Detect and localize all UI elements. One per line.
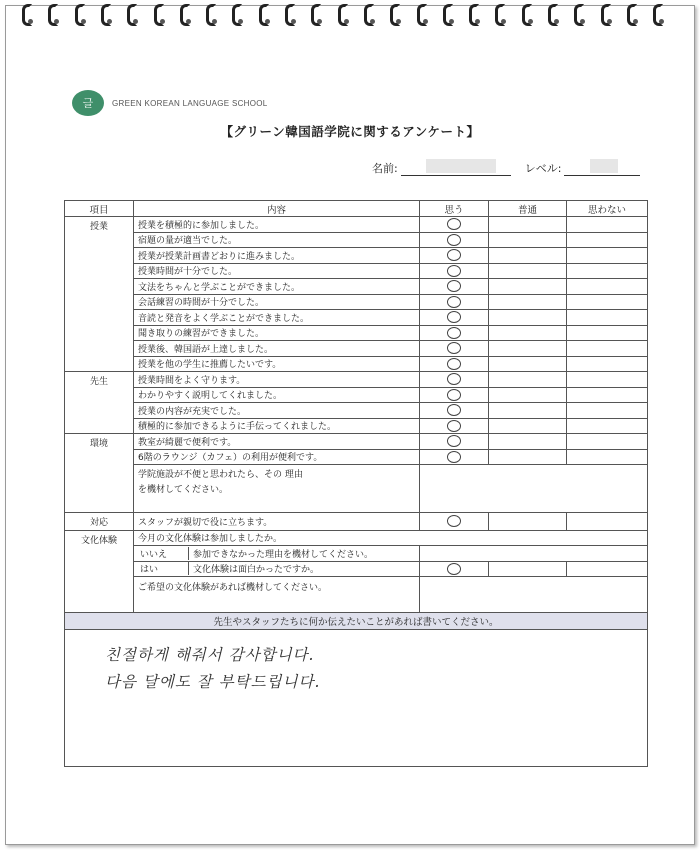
circle-mark-icon: [447, 311, 461, 323]
circle-mark-icon: [447, 265, 461, 277]
binding-ring-icon: [48, 4, 58, 26]
answer-cell-agree[interactable]: [420, 449, 489, 465]
question-text: 会話練習の時間が十分でした。: [134, 294, 420, 310]
answer-cell-neutral[interactable]: [489, 279, 567, 295]
question-text: 文法をちゃんと学ぶことができました。: [134, 279, 420, 295]
question-text: 6階のラウンジ（カフェ）の利用が便利です。: [134, 449, 420, 465]
answer-cell-neutral[interactable]: [489, 561, 567, 577]
redacted-name: [426, 159, 496, 173]
answer-cell-disagree[interactable]: [567, 341, 648, 357]
no-label: いいえ: [134, 547, 189, 560]
facility-comment-field[interactable]: 学院施設が不便と思われたら、その 理由を機材してください。: [134, 465, 420, 513]
binding-ring-icon: [127, 4, 137, 26]
table-row: [65, 325, 648, 341]
binding-ring-icon: [154, 4, 164, 26]
table-row: [65, 294, 648, 310]
survey-table: [64, 200, 648, 767]
circle-mark-icon: [447, 296, 461, 308]
question-text: 授業時間が十分でした。: [134, 263, 420, 279]
table-row: [65, 372, 648, 388]
answer-cell-disagree[interactable]: [567, 403, 648, 419]
culture-request-row: [65, 577, 648, 613]
table-row: [65, 232, 648, 248]
table-row: [65, 341, 648, 357]
answer-cell-agree[interactable]: [420, 387, 489, 403]
answer-cell-agree[interactable]: [420, 279, 489, 295]
answer-cell-disagree[interactable]: [567, 561, 648, 577]
table-row: [65, 449, 648, 465]
message-prompt: 先生やスタッフたちに何か伝えたいことがあれば書いてください。: [65, 613, 648, 630]
circle-mark-icon: [447, 249, 461, 261]
circle-mark-icon: [447, 389, 461, 401]
culture-yes-row: [65, 561, 648, 577]
category-0: 授業: [65, 217, 134, 372]
answer-cell-agree[interactable]: [420, 248, 489, 264]
answer-cell-agree[interactable]: [420, 232, 489, 248]
table-row: [65, 310, 648, 326]
circle-mark-icon: [447, 563, 461, 575]
binding-ring-icon: [548, 4, 558, 26]
binding-ring-icon: [601, 4, 611, 26]
binding-ring-icon: [338, 4, 348, 26]
school-logo: [72, 90, 268, 116]
answer-cell-disagree[interactable]: [567, 434, 648, 450]
answer-cell-agree[interactable]: [420, 418, 489, 434]
level-field[interactable]: [564, 161, 640, 176]
circle-mark-icon: [447, 420, 461, 432]
message-prompt-row: [65, 613, 648, 630]
redacted-level: [590, 159, 618, 173]
binding-ring-icon: [653, 4, 663, 26]
culture-yes-cell: [134, 561, 420, 577]
answer-cell-disagree[interactable]: [567, 387, 648, 403]
culture-request-answer[interactable]: [420, 577, 648, 613]
culture-request-field[interactable]: ご希望の文化体験があれば機材してください。: [134, 577, 420, 613]
answer-cell-neutral[interactable]: [489, 513, 567, 531]
handwritten-line-1: 친절하게 해줘서 감사합니다.: [105, 646, 315, 664]
table-row: [65, 418, 648, 434]
binding-ring-icon: [22, 4, 32, 26]
binding-ring-icon: [364, 4, 374, 26]
binding-ring-icon: [259, 4, 269, 26]
culture-no-cell[interactable]: [134, 546, 420, 562]
yes-label: はい: [134, 562, 189, 575]
culture-no-row: [65, 546, 648, 562]
no-reason-text: 参加できなかった理由を機材してください。: [193, 549, 374, 560]
school-name: GREEN KOREAN LANGUAGE SCHOOL: [112, 98, 268, 108]
col-disagree: 思わない: [567, 201, 648, 217]
answer-cell-agree[interactable]: [420, 403, 489, 419]
answer-cell-agree[interactable]: [420, 513, 489, 531]
name-field[interactable]: [401, 161, 511, 176]
answer-cell-neutral[interactable]: [489, 294, 567, 310]
col-neutral: 普通: [489, 201, 567, 217]
col-content: 内容: [134, 201, 420, 217]
answer-cell-agree[interactable]: [420, 434, 489, 450]
question-text: 授業を積極的に参加しました。: [134, 217, 420, 233]
free-text-row: [65, 465, 648, 513]
answer-cell-agree[interactable]: [420, 310, 489, 326]
circle-mark-icon: [447, 451, 461, 463]
survey-title: 【グリーン韓国語学院に関するアンケート】: [220, 124, 480, 139]
answer-cell-disagree[interactable]: [567, 279, 648, 295]
facility-answer-area[interactable]: [420, 465, 648, 513]
binding-ring-icon: [180, 4, 190, 26]
circle-mark-icon: [447, 435, 461, 447]
answer-cell-disagree[interactable]: [567, 248, 648, 264]
binding-ring-icon: [469, 4, 479, 26]
table-row: [65, 387, 648, 403]
table-row: [65, 263, 648, 279]
question-text: スタッフが親切で役に立ちます。: [134, 513, 420, 531]
binding-ring-icon: [311, 4, 321, 26]
answer-cell-disagree[interactable]: [567, 232, 648, 248]
col-item: 項目: [65, 201, 134, 217]
answer-cell-neutral[interactable]: [489, 387, 567, 403]
answer-cell-disagree[interactable]: [567, 513, 648, 531]
answer-cell-disagree[interactable]: [567, 263, 648, 279]
question-text: 積極的に参加できるように手伝ってくれました。: [134, 418, 420, 434]
answer-cell-neutral[interactable]: [489, 263, 567, 279]
question-text: わかりやすく説明してくれました。: [134, 387, 420, 403]
answer-cell-disagree[interactable]: [567, 325, 648, 341]
circle-mark-icon: [447, 404, 461, 416]
answer-cell-neutral[interactable]: [489, 248, 567, 264]
answer-cell-neutral[interactable]: [489, 418, 567, 434]
binding-ring-icon: [574, 4, 584, 26]
binding-ring-icon: [522, 4, 532, 26]
answer-cell-disagree[interactable]: [567, 449, 648, 465]
no-reason-answer[interactable]: [420, 546, 648, 562]
binding-ring-icon: [101, 4, 111, 26]
answer-cell-agree[interactable]: [420, 294, 489, 310]
answer-cell-agree[interactable]: [420, 561, 489, 577]
binding-ring-icon: [627, 4, 637, 26]
answer-cell-neutral[interactable]: [489, 325, 567, 341]
answer-cell-agree[interactable]: [420, 263, 489, 279]
question-text: 聞き取りの練習ができました。: [134, 325, 420, 341]
spiral-binding: [22, 0, 682, 30]
answer-cell-neutral[interactable]: [489, 341, 567, 357]
question-text: 授業後、韓国語が上達しました。: [134, 341, 420, 357]
answer-cell-agree[interactable]: [420, 356, 489, 372]
level-label: レベル:: [524, 162, 562, 175]
category-2: 環境: [65, 434, 134, 513]
answer-cell-neutral[interactable]: [489, 217, 567, 233]
answer-cell-neutral[interactable]: [489, 310, 567, 326]
message-area[interactable]: [65, 630, 648, 767]
circle-mark-icon: [447, 218, 461, 230]
binding-ring-icon: [495, 4, 505, 26]
answer-cell-neutral[interactable]: [489, 372, 567, 388]
answer-cell-disagree[interactable]: [567, 356, 648, 372]
answer-cell-agree[interactable]: [420, 341, 489, 357]
circle-mark-icon: [447, 515, 461, 527]
name-level-row: [372, 160, 640, 176]
question-text: 授業を他の学生に推薦したいです。: [134, 356, 420, 372]
binding-ring-icon: [232, 4, 242, 26]
binding-ring-icon: [417, 4, 427, 26]
question-text: 授業が授業計画書どおりに進みました。: [134, 248, 420, 264]
answer-cell-neutral[interactable]: [489, 434, 567, 450]
answer-cell-disagree[interactable]: [567, 310, 648, 326]
circle-mark-icon: [447, 342, 461, 354]
question-text: 授業の内容が充実でした。: [134, 403, 420, 419]
col-agree: 思う: [420, 201, 489, 217]
question-text: 教室が綺麗で便利です。: [134, 434, 420, 450]
circle-mark-icon: [447, 373, 461, 385]
circle-mark-icon: [447, 327, 461, 339]
question-text: 宿題の量が適当でした。: [134, 232, 420, 248]
name-label: 名前:: [372, 162, 398, 175]
answer-cell-agree[interactable]: [420, 217, 489, 233]
circle-mark-icon: [447, 234, 461, 246]
culture-question-row: [65, 530, 648, 546]
circle-mark-icon: [447, 358, 461, 370]
binding-ring-icon: [206, 4, 216, 26]
table-row: [65, 217, 648, 233]
answer-cell-disagree[interactable]: [567, 372, 648, 388]
table-row: [65, 279, 648, 295]
answer-cell-agree[interactable]: [420, 325, 489, 341]
answer-cell-disagree[interactable]: [567, 294, 648, 310]
culture-question: 今月の文化体験は参加しましたか。: [134, 530, 648, 546]
binding-ring-icon: [390, 4, 400, 26]
answer-cell-neutral[interactable]: [489, 449, 567, 465]
answer-cell-neutral[interactable]: [489, 356, 567, 372]
category-3: 対応: [65, 513, 134, 531]
logo-mark-icon: 글: [72, 90, 104, 116]
category-1: 先生: [65, 372, 134, 434]
answer-cell-neutral[interactable]: [489, 232, 567, 248]
handwritten-line-2: 다음 달에도 잘 부탁드립니다.: [105, 673, 321, 691]
table-row: [65, 356, 648, 372]
message-area-row: [65, 630, 648, 767]
handwritten-message: [105, 642, 607, 696]
question-text: 授業時間をよく守ります。: [134, 372, 420, 388]
circle-mark-icon: [447, 280, 461, 292]
question-text: 音読と発音をよく学ぶことができました。: [134, 310, 420, 326]
header-row: [65, 201, 648, 217]
table-row: [65, 403, 648, 419]
binding-ring-icon: [443, 4, 453, 26]
yes-question-text: 文化体験は面白かったですか。: [193, 565, 320, 576]
table-row: [65, 513, 648, 531]
binding-ring-icon: [285, 4, 295, 26]
binding-ring-icon: [75, 4, 85, 26]
answer-cell-disagree[interactable]: [567, 217, 648, 233]
table-row: [65, 434, 648, 450]
category-culture: 文化体験: [65, 530, 134, 613]
answer-cell-neutral[interactable]: [489, 403, 567, 419]
table-row: [65, 248, 648, 264]
answer-cell-disagree[interactable]: [567, 418, 648, 434]
answer-cell-agree[interactable]: [420, 372, 489, 388]
